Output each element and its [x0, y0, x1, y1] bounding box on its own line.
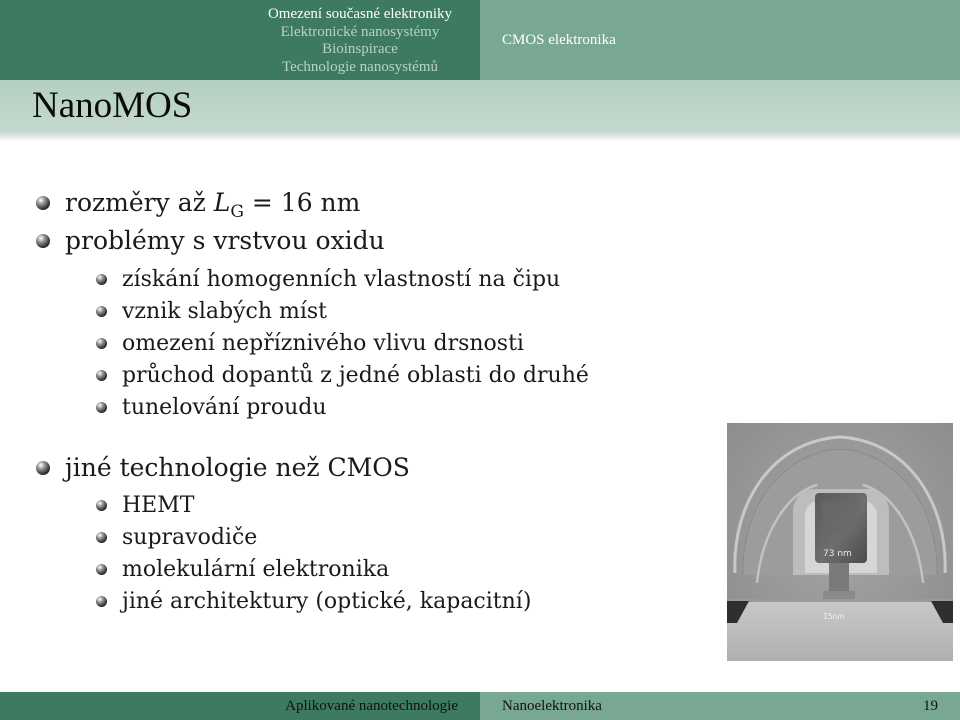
math-value: = 16 nm [251, 188, 361, 217]
sub-bullet [96, 395, 327, 420]
slide-title: NanoMOS [32, 85, 193, 126]
bullet-dimensions [36, 188, 361, 222]
footer-right [480, 692, 960, 720]
math-variable: L [213, 188, 231, 217]
section-navigation [240, 0, 480, 80]
sub-bullet-ball-icon [96, 500, 107, 511]
page-number: 19 [923, 697, 938, 714]
sub-bullet-text: supravodiče [122, 525, 258, 550]
sub-bullet [96, 299, 327, 324]
nav-subsection-cmos[interactable]: CMOS elektronika [502, 31, 616, 48]
bullet-ball-icon [36, 461, 50, 475]
sub-bullet [96, 331, 524, 356]
sub-bullet-ball-icon [96, 370, 107, 381]
sub-bullet-ball-icon [96, 402, 107, 413]
bullet-prefix: rozměry až [65, 188, 206, 217]
nav-section-technology[interactable]: Technologie nanosystémů [282, 58, 438, 75]
sub-bullet-text: jiné architektury (optické, kapacitní) [122, 589, 532, 614]
bullet-text: problémy s vrstvou oxidu [65, 226, 385, 255]
sub-bullet [96, 363, 589, 388]
sub-bullet-ball-icon [96, 338, 107, 349]
sub-bullet-text: HEMT [122, 493, 195, 518]
bullet-ball-icon [36, 196, 50, 210]
bullet-text [65, 188, 361, 222]
sub-bullet [96, 493, 194, 518]
math-subscript: G [230, 202, 244, 222]
footer-course-title: Aplikované nanotechnologie [285, 697, 458, 714]
sub-bullet-text: průchod dopantů z jedné oblasti do druhé [122, 363, 589, 388]
bullet-other-technologies [36, 453, 410, 482]
nav-section-bioinspiration[interactable]: Bioinspirace [322, 41, 398, 57]
sub-bullet-text: tunelování proudu [122, 395, 327, 420]
tem-micrograph-image [727, 423, 953, 661]
header-left-band [0, 0, 240, 80]
sub-bullet-ball-icon [96, 274, 107, 285]
subsection-navigation [480, 0, 960, 80]
sub-bullet-text: vznik slabých míst [122, 299, 328, 324]
sub-bullet-ball-icon [96, 564, 107, 575]
sub-bullet-text: molekulární elektronika [122, 557, 390, 582]
bullet-ball-icon [36, 234, 50, 248]
nav-section-nanosystems[interactable]: Elektronické nanosystémy [280, 23, 440, 40]
gate-length-label: 73 nm [823, 549, 852, 559]
footer-topic: Nanoelektronika [502, 697, 602, 714]
sub-bullet-ball-icon [96, 306, 107, 317]
sub-bullet-text: získání homogenních vlastností na čipu [122, 267, 561, 292]
sub-bullet-ball-icon [96, 532, 107, 543]
bullet-text: jiné technologie než CMOS [65, 453, 410, 482]
bullet-oxide-problems [36, 226, 385, 255]
nav-section-current[interactable]: Omezení současné elektroniky [267, 6, 453, 22]
channel-length-label: 15nm [823, 612, 845, 621]
sub-bullet-ball-icon [96, 596, 107, 607]
title-shadow [0, 132, 960, 142]
footer-left [0, 692, 480, 720]
sub-bullet-text: omezení nepříznivého vlivu drsnosti [122, 331, 524, 356]
sub-bullet [96, 267, 560, 292]
sub-bullet [96, 557, 389, 582]
sub-bullet [96, 589, 531, 614]
sub-bullet [96, 525, 257, 550]
